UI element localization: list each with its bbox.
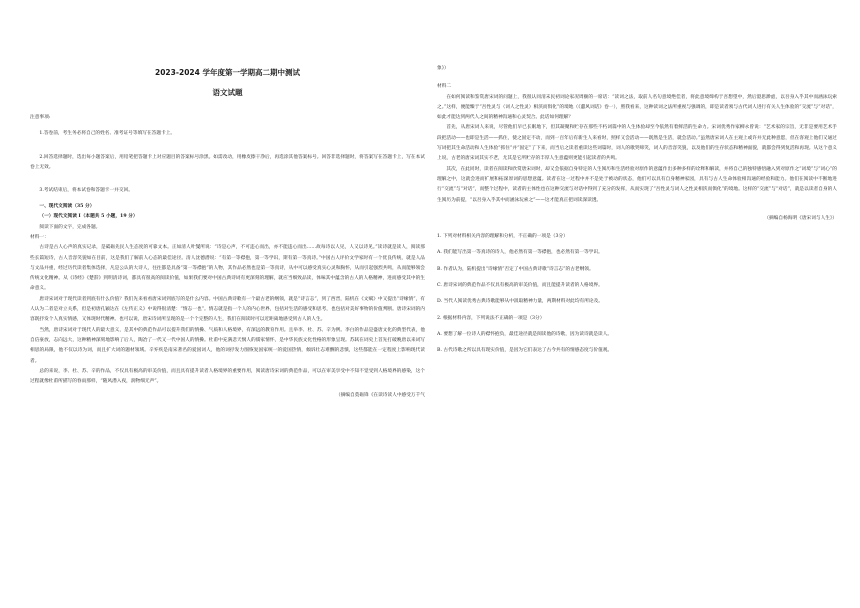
question-2-option-a: A. 要想了解一位诗人的襟怀抱负，最佳途径就是阅读他的诗歌，因为读诗就是读人。 [437,331,613,337]
material1-source: （摘编自莫砺锋《在读诗读人中感受万千气 [335,393,425,399]
exam-title: 2023-2024 学年度第一学期高二期中测试 [155,68,300,77]
question-2-option-b: B. 古代诗歌之所以具有现实价值，是因为它们表达了古今共有的情感态度与价值观。 [437,348,613,354]
question-1-option-a: A. 我们能写出第一等真诗的诗人，他必然有第一等襟抱，也必然有第一等学识。 [437,250,603,256]
material2-paragraph: 在如何阅读和鉴赏唐宋词的问题上，我很认同清末民初词论家况周颐的一席话：“读词之法，取前人名句意境绝佳者，将此意境缔构于吾想望中，然后澄思渺虑，以吾身入乎其中而涵泳玩索之。”这样，便能臻于“吾性灵与（词人之性灵）相浃而俱化”的境地（《蕙风词话》卷一），照我看来，这种读词之法所重视与强调的，即是读者须与古代词人进行有关人生体验的“交流”与“对话”，如此才能达到两代人之间的精神沟通和心灵契合。此话如何理解？ [437,94,837,121]
material1-source-continued: 象》） [437,66,449,71]
notice-heading: 注意事项: [30,114,51,120]
material2-paragraph: 其次，在此同时，读者在阅读和欣赏唐宋词时，却又会依据自身特定的人生阅历和生活经验对原作的意蕴作出多种多样的诠释和解读，并将自己的独特感悟融入到对原作之“词境”与“词心”的理解之中，这就会进而扩展和拓深原词的思想意蕴。读者在这一过程中并不是处于被动的状态，他们可以具有自身精神家园，具有与古人生命体验相沟通的经验和能力。他们在阅读中不断地进行“交流”与“对话”，而整个过程中，读者的主体性也在这种交流与对话中得到了充分的发挥，从而实现了“吾性灵与词人之性灵相浃而俱化”的境地。这样的“交流”与“对话”，就是以读者自身的人生阅历为前提，“以吾身入乎其中而涵泳玩索之”——这才能真正把词读深读透。 [437,166,837,203]
material1-paragraph: 唐诗宋词对于现代读者到底有什么价值？我们先来看看唐宋词到底写的是什么内容。中国古典诗歌有一个最古老的纲领，就是“诗言志”，到了西晋，陆机在《文赋》中又提出“诗缘情”，有人认为二者是对立关系，但是初唐孔颖达在《左传正义》中说得很清楚：“情志一也”。情志就是指一个人的内心世界，包括对生活的感受和思考，也包括对美好事物的价值判断。唐诗宋词的内容既抒发个人真实情感，又体现时代精神。也可以说，唐宋诗词所呈现的是一个个完整的人生，我们在阅读时可以近距离地感受到古人的人生。 [30,296,425,323]
reading-instruction: 阅读下面的文字，完成各题。 [39,224,101,230]
question-1-option-c: C. 唐诗宋词的典范作品不仅具有极高的审美价值，而且能提升读者的人格境界。 [437,283,603,289]
material1-label: 材料一： [30,234,49,240]
question-1-option-d: D. 当代人阅读优秀古典诗歌能够从中汲取精神力量，两期材料对此均有所论及。 [437,299,603,305]
material1-paragraph: 古诗是古人心声的真实记录，是砥砺先民人生态度的可靠文本。正如清人叶燮所说：“诗是心声，不可违心而出，亦不能违心而出……故每诗以人见，人又以诗见。”读诗就是读人，阅读那些长篇短诗，古人音容笑貌如在目前，这是我们了解前人心态的最佳途径。清人沈德潜说：“有第一等襟抱，第一等学识，斯有第一等真诗。”中国古人评价文学家时有一个优良传统，就是人品与文品并重，经过历代读者集体选择，凡是公认的大诗人，往往都是具备“第一等襟抱”的人物，其作品必然也是第一等真诗，从中可以感受真实心灵和胸怀，从而引起强烈共鸣，从而能够领会传统文化精神。从《诗经》《楚辞》到明清诗词，都具有很高的阅读价值，如果我们要对中国古典诗词有更深刻的理解，就应当细致品读，体味其中蕴含的古人的人格精神，进而感受其中的生命意义。 [30,245,425,292]
notice-2: 2.回答选择题时，选出每小题答案后，用铅笔把答题卡上对应题目的答案标号涂黑。如需改动，用橡皮擦干净后，再选涂其他答案标号。回答非选择题时，将答案写在答题卡上，写在本试卷上无效。 [30,155,425,171]
section-heading: 一、现代文阅读（35 分） [39,204,95,210]
material2-label: 材料二 [437,84,452,90]
question-1-stem: 1. 下列对材料相关内容的理解和分析，不正确的一项是（3分） [437,234,568,240]
material2-paragraph: 首先，从唐宋词人来说，尽管他们早已长眠地下，但其凝聚和贮存在那些不朽词篇中的人生体验却至今依然有着鲜活的生命力。宋词优秀作家柳永曾说：“艺术家的宗旨，无非是要用艺术手段把活动——也即是生活——抓住，使之固定不动，而到一百年后有新生人来看时，照样又会活动——既然是生活，就会活动。”虽然唐宋词人在主观上或许并无此种意愿，但在客观上他们又通过写词把其生命活动和人生体验“抓住”并“固定”了下来，而当后之读者重读这些词篇时，词人的歌哭啼笑，词人的音容笑貌，以及他们的生存状态和精神面貌，就都会得到复活和再现。从这个意义上说，古老的唐宋词其实不老，尤其是它所贮存的丰厚人生意蕴则更能引起读者的共鸣。 [437,125,837,162]
notice-1: 1.答卷前，考生务必将自己的姓名、准考证号等填写在答题卡上。 [39,130,176,136]
material1-paragraph: 当然，唐诗宋词对于现代人的最大意义，是其中的典范作品可以提升我们的情操、气质和人格境界，有深远的教育作用。且举李、杜、苏、辛为例。李白的作品是盛唐文化的典型代表，他自信豪放，志向远大，这种精神深刻地影响了后人，陶冶了一代又一代中国人的情操。杜甫中充满悲天悯人的儒家情怀，是中华民族文化性格的形象呈现。苏轼在词史上首先打破晚唐以来词写相思的局限，他不仅以诗为词，而且扩大词的题材领域。辛弃疾是南宋著名的爱国词人，他的词抒发力图恢复国家统一的爱国热情，倾诉壮志难酬的悲愤，这些都能在一定程度上影响现代读者。 [30,327,425,364]
subject-title: 语文试题 [212,88,243,98]
notice-3: 3.考试结束后，将本试卷和答题卡一并交回。 [39,187,133,193]
material1-paragraph: 总的来说，李、杜、苏、辛的作品，不仅具有极高的审美价值，而且具有提升读者人格境界的重要作用，阅读唐诗宋词的典范作品，可以在审美享受中不知不觉受到人格境界的感染，这个过程就像杜甫所描写的春雨那样，“随风潜入夜，润物细无声”。 [30,368,425,385]
subsection-heading: （一）现代文阅读 I（本题共 5 小题，19 分） [39,214,138,220]
question-1-option-b: B. 作者认为，陆机提出“诗缘情”否定了中国古典诗歌“诗言志”的古老纲领。 [437,266,594,272]
material2-source: （摘编自杨海明《唐宋词与人生》） [764,215,837,221]
right-column [437,0,837,357]
left-column [30,0,425,402]
question-2-stem: 2. 根据材料内容，下列说法不正确的一项是（3分） [437,315,545,321]
